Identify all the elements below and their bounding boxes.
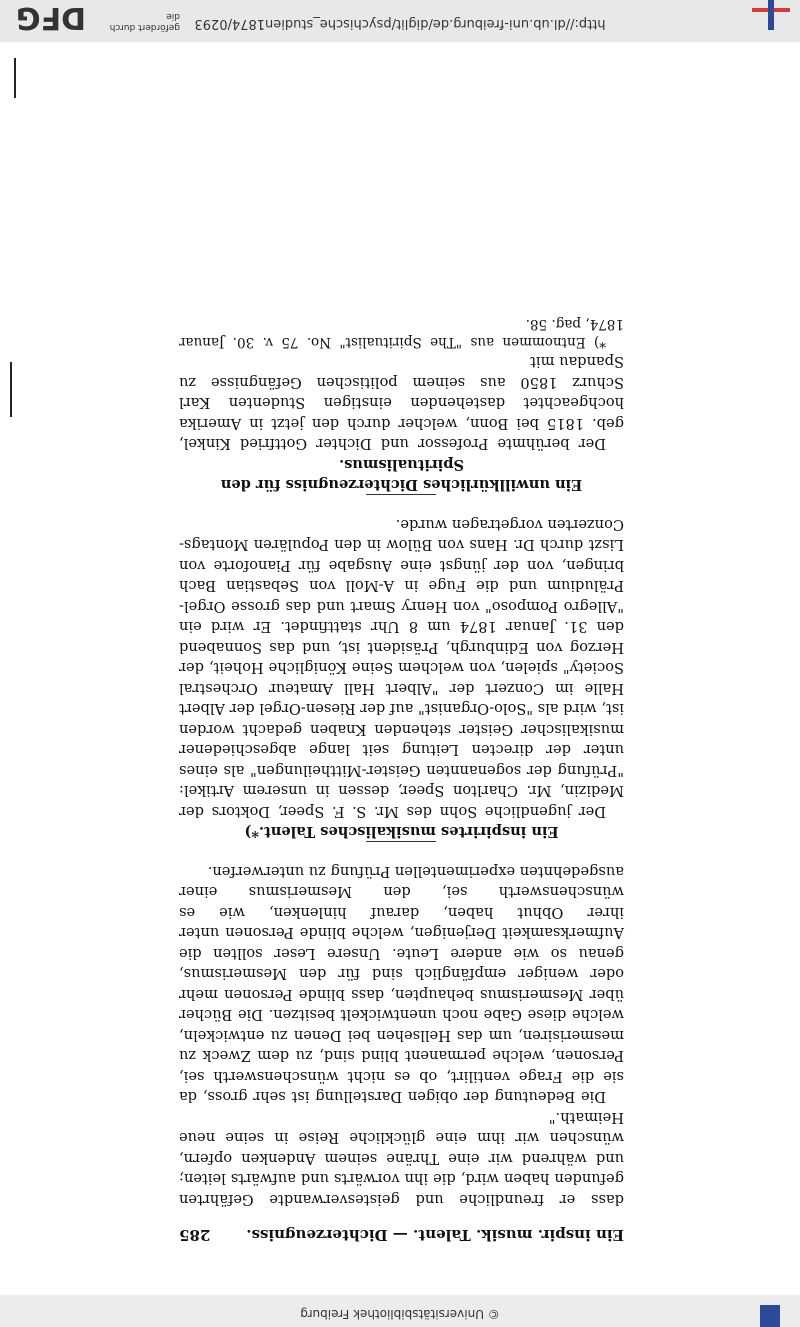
- section-divider: [367, 495, 437, 496]
- running-head-title: Ein inspir. musik. Talent. — Dichterzeugniss.: [246, 1226, 624, 1244]
- dfg-logo-subtext: gefördert durch die: [109, 11, 180, 32]
- section-title: Ein unwillkürliches Dichterzeugniss für den Spiritualismus.: [220, 456, 583, 494]
- url-text[interactable]: http://dl.ub.uni-freiburg.de/diglit/psychische_studien1874/0293: [194, 16, 606, 31]
- paragraph: Die Bedeutung der obigen Darstellung ist sehr gross, da sie die Frage ventilirt, ob es nicht wünschenswerth sei, Personen, welche permanent blind sind, zu dem Zweck zu mesmerisiren, um das Hellsehen bei Denen zu entwickeln, welche diese Gabe noch unentwickelt besitzen. Die Bücher über Mesmerismus behaupten, dass blinde Personen mehr oder weniger empfänglich sind für den Mesmerismus, genau so wie andere Leute. Unsere Leser sollten die Aufmerksamkeit Derjenigen, welche blinde Personen unter ihrer Obhut haben, darauf hinlenken, wie es wünschenswerth sei, den Mesmerismus einer ausgedehnten experimentellen Prüfung zu unterwerfen.: [179, 863, 624, 1106]
- page-number: 285: [179, 1226, 211, 1244]
- paragraph: Der jugendliche Sohn des Mr. S. F. Speer, Doktors der Medizin, Mr. Charlton Speer, dessen in unserem Artikel: "Prüfung der sogenannten Geister-Mittheilungen" als eines unter der directen Leitung seit lange abgeschiedener musikalischer Geister stehenden Knaben gedacht worden ist, wird als "Solo-Organist" auf der Riesen-Orgel der Albert Halle im Conzert der "Albert Hall Amateur Orchestral Society" spielen, von welchem Seine Königliche Hoheit, der Herzog von Edinburgh, Präsident ist, und das Sonnabend den 31. Januar 1874 um 8 Uhr stattfindet. Er wird ein "Allegro Pomposo" von Henry Smart und das grosse Orgel-Präludium und die Fuge in A-Moll von Sebastian Bach bringen, von der jüngst eine Ausgabe für Pianoforte von Liszt durch Dr. Hans von Bülow in den Populären Montags-Conzerten vorgetragen wurde.: [179, 516, 624, 820]
- footer-credit: © Universitätsbibliothek Freiburg: [300, 1307, 500, 1321]
- dfg-logo: DFG: [15, 0, 87, 36]
- section-title: Ein inspirirtes musikalisches Talent.*): [244, 823, 559, 841]
- footnote: *) Entnommen aus "The Spiritualist" No. 75 v. 30. Januar 1874, pag. 58.: [179, 316, 624, 350]
- paragraph: dass er freundliche und geistesverwandte Gefährten gefunden haben wird, die ihn vorwärts und aufwärts leiten; und während wir eine Thräne seinem Andenken opfern, wünschen wir ihm eine glückliche Reise in seine neue Heimath.": [179, 1109, 624, 1208]
- section-divider: [367, 842, 437, 843]
- running-header: [179, 1226, 624, 1244]
- page-body: [179, 315, 624, 1209]
- paragraph: Der berühmte Professor und Dichter Gottfried Kinkel, geb. 1815 bei Bonn, welcher durch den jetzt in Amerika hochgeachtet dastehenden einstigen Studenten Karl Schurz 1850 aus seinem politischen Gefängnisse zu Spandau mit: [179, 353, 624, 453]
